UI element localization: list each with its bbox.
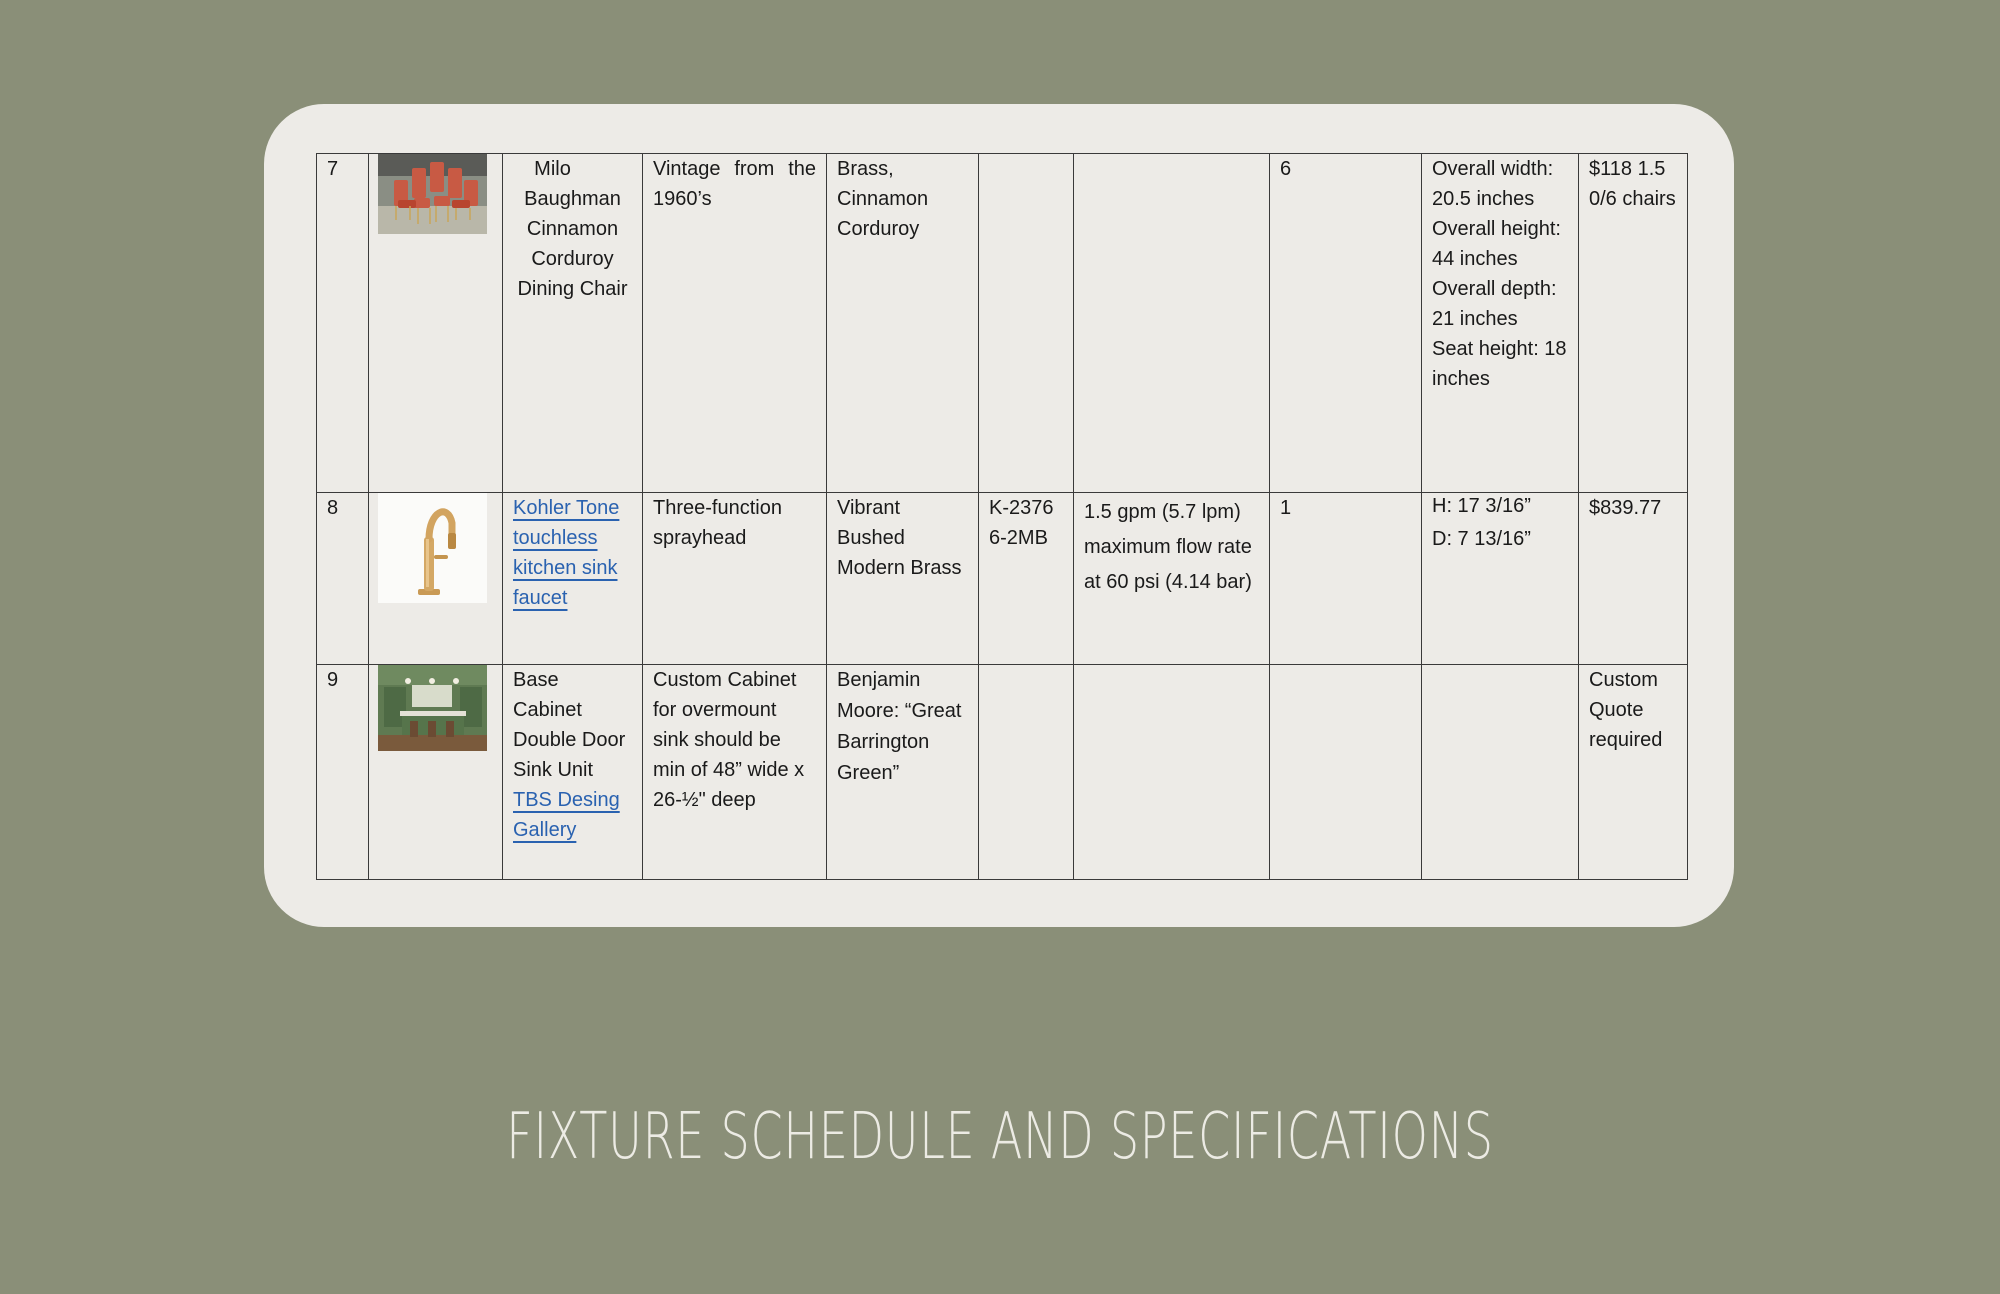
item-finish: Vibrant Bushed Modern Brass	[827, 493, 979, 665]
item-price: Custom Quote required	[1579, 665, 1688, 880]
item-number: 9	[317, 665, 369, 880]
dimension-line: Seat height: 18 inches	[1432, 338, 1567, 390]
item-model: K-2376 6-2MB	[979, 493, 1074, 665]
item-description: Custom Cabinet for overmount sink should be min of 48” wide x 26-½" deep	[643, 665, 827, 880]
dimension-line: D: 7 13/16”	[1432, 528, 1531, 550]
item-quantity: 1	[1270, 493, 1422, 665]
item-name-line: Milo	[534, 158, 571, 180]
item-name-text: Base Cabinet Double Door Sink Unit	[513, 669, 626, 781]
dimension-line: H: 17 3/16”	[1432, 495, 1531, 517]
table-row	[317, 154, 1688, 493]
green-kitchen-image	[378, 665, 487, 751]
item-quantity	[1270, 665, 1422, 880]
item-finish: Benjamin Moore: “Great Barrington Green”	[827, 665, 979, 880]
kitchen-faucet-image	[378, 493, 487, 603]
dining-chairs-image	[378, 154, 487, 234]
item-description: Three-function sprayhead	[643, 493, 827, 665]
item-name	[503, 154, 643, 493]
item-image-cell	[369, 154, 503, 493]
item-spec	[1074, 665, 1270, 880]
table-row	[317, 493, 1688, 665]
page-title: FIXTURE SCHEDULE AND SPECIFICATIONS	[506, 1100, 1494, 1174]
item-price: $839.77	[1579, 493, 1688, 665]
product-link-kohler-tone[interactable]: Kohler Tone touchless kitchen sink faucet	[513, 497, 620, 609]
item-number: 8	[317, 493, 369, 665]
item-model	[979, 154, 1074, 493]
item-spec	[1074, 154, 1270, 493]
dimension-line: Overall height: 44 inches	[1432, 218, 1561, 270]
item-spec: 1.5 gpm (5.7 lpm) maximum flow rate at 60 psi (4.14 bar)	[1074, 493, 1270, 665]
item-name-line: Cinnamon	[526, 218, 619, 240]
product-link-tbs-gallery[interactable]: TBS Desing Gallery	[513, 789, 620, 841]
item-finish: Brass, Cinnamon Corduroy	[827, 154, 979, 493]
fixture-table	[316, 153, 1688, 880]
item-image-cell	[369, 665, 503, 880]
item-name-line: Baughman	[524, 188, 621, 210]
item-number: 7	[317, 154, 369, 493]
dimension-line: Overall width: 20.5 inches	[1432, 158, 1554, 210]
item-price: $118 1.50/6 chairs	[1579, 154, 1688, 493]
item-dimensions	[1422, 665, 1579, 880]
table-row	[317, 665, 1688, 880]
item-dimensions	[1422, 154, 1579, 493]
item-dimensions	[1422, 493, 1579, 665]
item-description: Vintage from the 1960’s	[643, 154, 827, 493]
item-image-cell	[369, 493, 503, 665]
item-name-line: Corduroy	[531, 248, 614, 270]
item-quantity: 6	[1270, 154, 1422, 493]
dimension-line: Overall depth: 21 inches	[1432, 278, 1557, 330]
item-model	[979, 665, 1074, 880]
item-name	[503, 493, 643, 665]
item-name	[503, 665, 643, 880]
item-name-line: Dining Chair	[517, 278, 628, 300]
